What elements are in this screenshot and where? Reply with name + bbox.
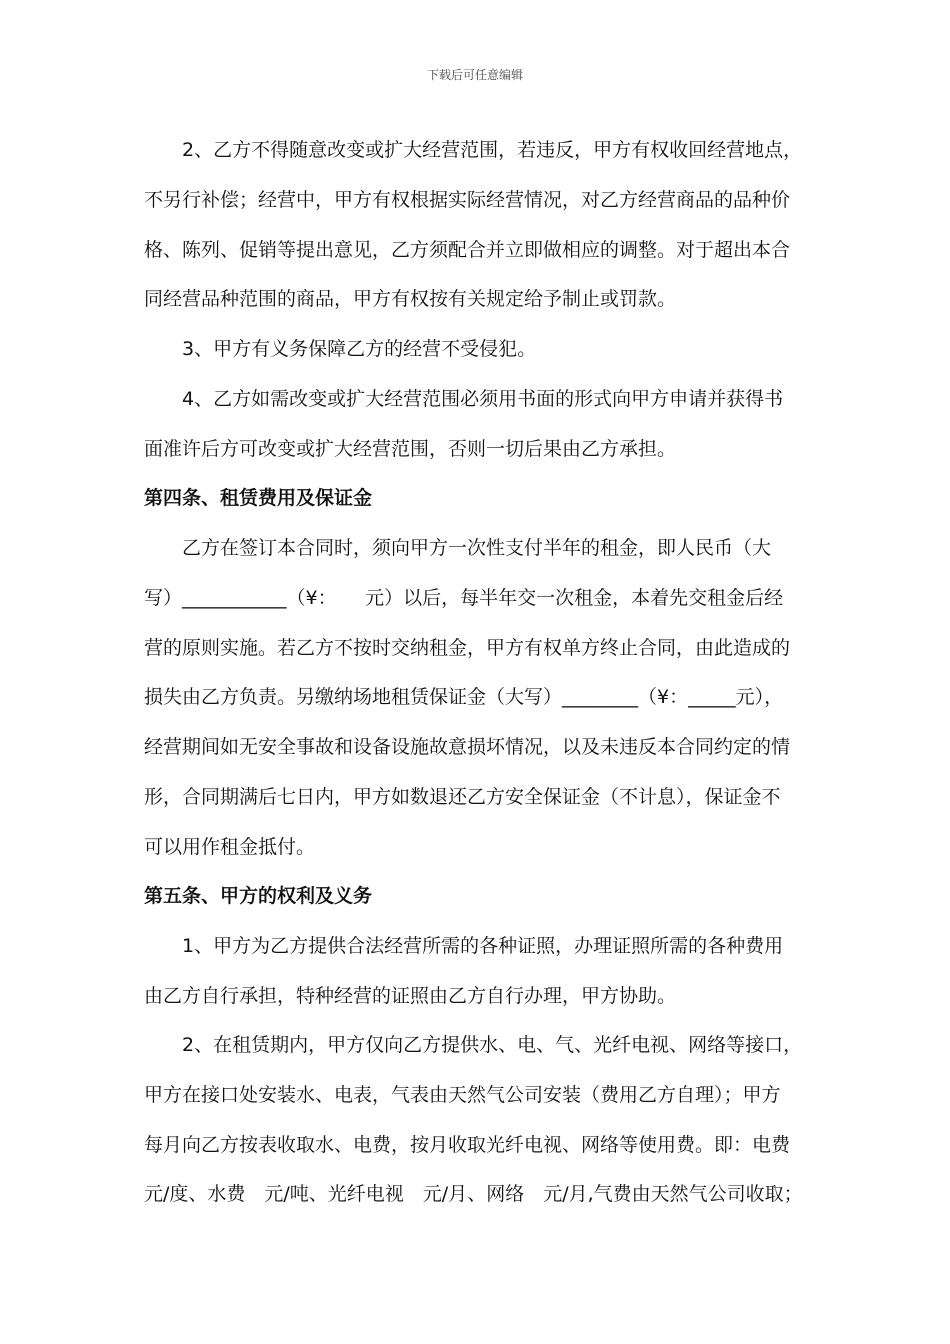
paragraph-line: 同经营品种范围的商品，甲方有权按有关规定给予制止或罚款。	[144, 288, 677, 310]
paragraph-line: 形，合同期满后七日内，甲方如数退还乙方安全保证金（不计息），保证金不	[144, 786, 781, 808]
paragraph-line: 写）___________（¥： 元）以后，每半年交一次租金，本着先交租金后经	[144, 587, 784, 609]
paragraph-line: 每月向乙方按表收取水、电费，按月收取光纤电视、网络等使用费。即：电费	[144, 1134, 791, 1156]
section-heading: 第四条、租赁费用及保证金	[144, 487, 373, 509]
paragraph-line: 不另行补偿；经营中，甲方有权根据实际经营情况，对乙方经营商品的品种价	[144, 189, 791, 211]
paragraph-line: 1、甲方为乙方提供合法经营所需的各种证照，办理证照所需的各种费用	[144, 935, 784, 957]
paragraph-line: 2、乙方不得随意改变或扩大经营范围，若违反，甲方有权收回经营地点，	[144, 139, 803, 161]
paragraph-line: 面准许后方可改变或扩大经营范围，否则一切后果由乙方承担。	[144, 438, 677, 460]
paragraph-line: 由乙方自行承担，特种经营的证照由乙方自行办理，甲方协助。	[144, 985, 677, 1007]
page-header: 下载后可任意编辑	[426, 68, 523, 82]
paragraph-line: 营的原则实施。若乙方不按时交纳租金，甲方有权单方终止合同，由此造成的	[144, 637, 791, 659]
paragraph-line: 4、乙方如需改变或扩大经营范围必须用书面的形式向甲方申请并获得书	[144, 388, 784, 410]
paragraph-line: 2、在租赁期内，甲方仅向乙方提供水、电、气、光纤电视、网络等接口，	[144, 1034, 803, 1056]
paragraph-line: 可以用作租金抵付。	[144, 836, 316, 858]
paragraph-line: 乙方在签订本合同时，须向甲方一次性支付半年的租金，即人民币（大	[144, 537, 772, 559]
paragraph-line: 3、甲方有义务保障乙方的经营不受侵犯。	[144, 338, 537, 360]
paragraph-line: 元/度、水费 元/吨、光纤电视 元/月、网络 元/月,气费由天然气公司收取；	[144, 1183, 803, 1205]
paragraph-line: 损失由乙方负责。另缴纳场地租赁保证金（大写）________（¥：_____元），	[144, 686, 784, 708]
paragraph-line: 甲方在接口处安装水、电表，气表由天然气公司安装（费用乙方自理）；甲方	[144, 1084, 781, 1106]
section-heading: 第五条、甲方的权利及义务	[144, 885, 373, 907]
paragraph-line: 经营期间如无安全事故和设备设施故意损坏情况，以及未违反本合同约定的情	[144, 736, 791, 758]
paragraph-line: 格、陈列、促销等提出意见，乙方须配合并立即做相应的调整。对于超出本合	[144, 239, 791, 261]
